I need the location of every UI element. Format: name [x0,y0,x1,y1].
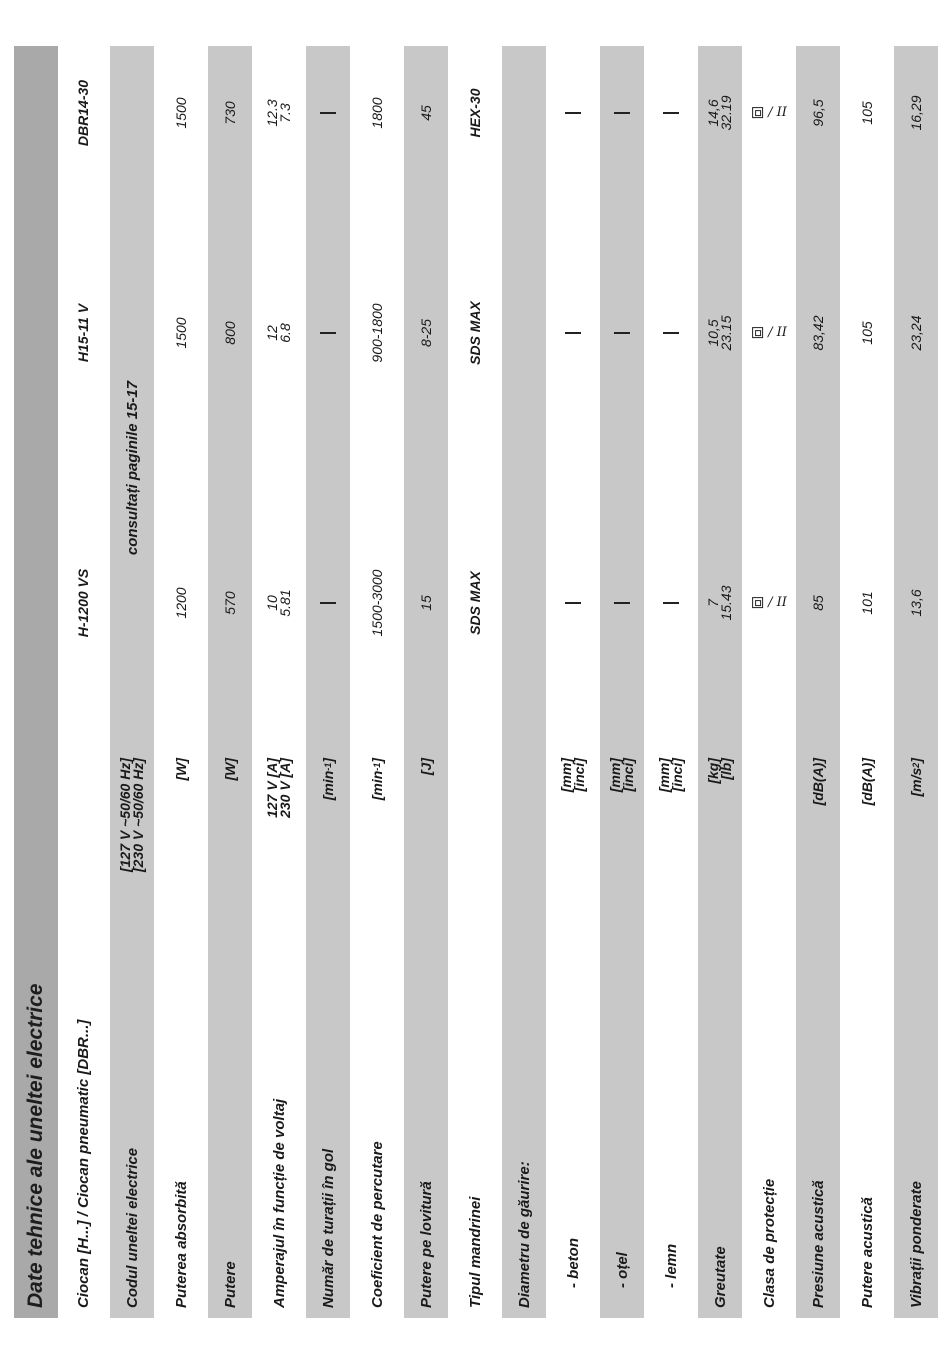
row-units: [kg] [lb] [705,758,734,784]
value-3: 730 [222,101,238,125]
row-lovitura [404,46,448,1318]
value-1-dash [306,528,350,678]
row-lemn [649,46,693,1318]
value-2-dash [600,258,644,408]
row-diametru [502,46,546,1318]
value-1: 7 15.43 [705,585,734,621]
row-units: 127 V [A] 230 V [A] [264,758,293,818]
row-label: Vibrații ponderate [907,1181,925,1308]
value-1-dash [600,528,644,678]
row-beton [551,46,595,1318]
row-mandrina [453,46,497,1318]
row-percutare [355,46,399,1318]
value-3: 16,29 [908,95,924,131]
row-units: [mm] [inci] [607,758,636,793]
value-3: / II [747,38,791,188]
row-label: Putere acustică [858,1197,876,1308]
row-label: - lemn [662,1243,680,1288]
value-2: 900-1800 [369,303,385,363]
row-greutate [698,46,742,1318]
tool-code-note: consultați paginile 15-17 [123,380,141,556]
value-3-dash [306,38,350,188]
row-label: Tipul mandrinei [466,1196,484,1308]
row-label: Putere pe lovitură [417,1181,435,1308]
row-label: - oțel [613,1252,631,1288]
value-1: 1200 [173,587,189,619]
table-title-row [14,46,58,1318]
model-2: H15-11 V [75,303,91,363]
value-2: / II [747,258,791,408]
value-1-dash [551,528,595,678]
row-label: Clasa de protecție [760,1178,778,1308]
value-1: 15 [418,595,434,611]
value-2: 1500 [173,317,189,349]
value-3: 1800 [369,97,385,129]
value-2: 8-25 [418,318,434,348]
value-2-dash [306,258,350,408]
row-label: Greutate [711,1246,729,1308]
value-1-dash [649,528,693,678]
value-2-dash [649,258,693,408]
row-unit: [J] [418,758,434,776]
row-unit: [W] [222,758,238,781]
value-3: 105 [859,101,875,125]
value-2: 83,42 [810,315,826,351]
value-1: 13,6 [908,589,924,617]
row-unit: [dB(A)] [859,758,875,806]
row-label: Codul uneltei electrice [123,1147,141,1308]
row-unit: [min -1 ] [369,758,385,801]
row-label: Număr de turații în gol [319,1148,337,1308]
row-label: Diametru de găurire: [515,1161,533,1308]
value-1: SDS MAX [467,571,483,635]
value-2: 23,24 [908,315,924,351]
double-insulation-icon [752,328,763,339]
row-amperaj [257,46,301,1318]
value-3: 14,6 32.19 [705,95,734,131]
row-unit: [W] [173,758,189,781]
value-2: 105 [859,321,875,345]
value-1: 85 [810,595,826,611]
value-3-dash [600,38,644,188]
row-tool-code [110,46,154,1318]
row-otel [600,46,644,1318]
value-3: 45 [418,105,434,121]
row-putere-absorbita [159,46,203,1318]
value-1: / II [747,528,791,678]
value-3: 1500 [173,97,189,129]
row-putere [208,46,252,1318]
value-1: 10 5.81 [264,589,293,617]
header-label: Ciocan [H...] / Ciocan pneumatic [DBR...] [74,1019,92,1308]
value-1: 1500-3000 [369,569,385,637]
value-2: 10,5 23.15 [705,315,734,351]
value-1: 101 [859,591,875,615]
row-label: Presiune acustică [809,1180,827,1308]
row-turatii [306,46,350,1318]
header-row [61,46,105,1318]
row-clasa-protectie [747,46,791,1318]
row-label: Putere [221,1261,239,1308]
value-3: 96,5 [810,99,826,127]
row-putere-acustica [845,46,889,1318]
value-1: 570 [222,591,238,615]
value-3: 12.3 7.3 [264,99,293,127]
value-2: SDS MAX [467,301,483,365]
row-label: Amperajul în funcție de voltaj [270,1098,288,1308]
value-2: 12 6.8 [264,323,293,343]
value-3: HEX-30 [467,88,483,138]
model-3: DBR14-30 [75,79,91,147]
row-label: Coeficient de percutare [368,1141,386,1308]
row-unit: [m/s 2 ] [908,758,924,797]
row-label: Puterea absorbită [172,1181,190,1308]
value-3-dash [551,38,595,188]
model-1: H-1200 VS [75,568,91,638]
value-2: 800 [222,321,238,345]
value-3-dash [649,38,693,188]
value-2-dash [551,258,595,408]
row-unit: [min -1 ] [320,758,336,801]
row-units: [mm] [inci] [558,758,587,793]
row-units: [mm] [inci] [656,758,685,793]
row-presiune-acustica [796,46,840,1318]
row-vibratii [894,46,938,1318]
row-units: [127 V ~50/60 Hz] [230 V ~50/60 Hz] [117,758,146,873]
table-title: Date tehnice ale uneltei electrice [24,983,47,1308]
row-unit: [dB(A)] [810,758,826,806]
row-label: - beton [564,1238,582,1288]
double-insulation-icon [752,598,763,609]
double-insulation-icon [752,108,763,119]
